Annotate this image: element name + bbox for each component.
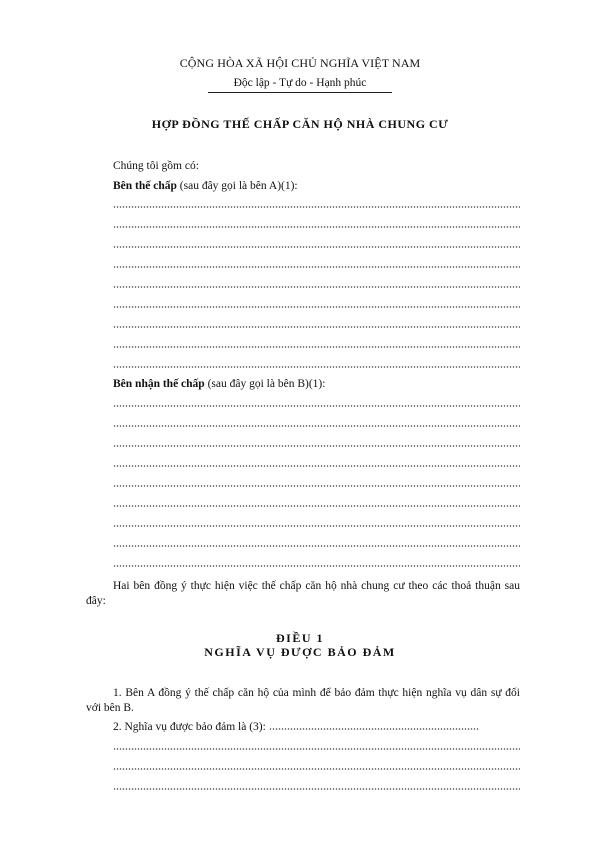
blank-line[interactable] bbox=[113, 788, 520, 790]
article-number: ĐIỀU 1 bbox=[275, 631, 324, 645]
clause-2-blank[interactable] bbox=[269, 728, 479, 730]
clause-2 bbox=[113, 721, 479, 733]
blank-line[interactable] bbox=[113, 465, 520, 467]
clause-1: 1. Bên A đồng ý thế chấp căn hộ của mình để bảo đảm thực hiện nghĩa vụ dân sự đối với bên B. bbox=[86, 687, 520, 714]
blank-line[interactable] bbox=[113, 206, 520, 208]
blank-line[interactable] bbox=[113, 306, 520, 308]
agreement-paragraph: Hai bên đồng ý thực hiện việc thế chấp căn hộ nhà chung cư theo các thoả thuận sau đây: bbox=[86, 580, 520, 607]
blank-line[interactable] bbox=[113, 246, 520, 248]
blank-line[interactable] bbox=[113, 405, 520, 407]
blank-line[interactable] bbox=[113, 326, 520, 328]
blank-line[interactable] bbox=[113, 525, 520, 527]
blank-line[interactable] bbox=[113, 266, 520, 268]
nation-header: CỘNG HÒA XÃ HỘI CHỦ NGHĨA VIỆT NAM bbox=[179, 56, 421, 70]
clause-2-text: 2. Nghĩa vụ được bảo đảm là (3): bbox=[113, 721, 269, 733]
motto: Độc lập - Tự do - Hạnh phúc bbox=[208, 77, 393, 93]
blank-line[interactable] bbox=[113, 505, 520, 507]
party-a-suffix: (sau đây gọi là bên A)(1): bbox=[176, 180, 298, 192]
blank-line[interactable] bbox=[113, 485, 520, 487]
blank-line[interactable] bbox=[113, 565, 520, 567]
blank-line[interactable] bbox=[113, 226, 520, 228]
blank-line[interactable] bbox=[113, 425, 520, 427]
party-b-heading bbox=[113, 378, 325, 390]
article-heading: NGHĨA VỤ ĐƯỢC BẢO ĐẢM bbox=[204, 645, 396, 659]
party-b-label: Bên nhận thế chấp bbox=[113, 378, 205, 390]
party-a-label: Bên thế chấp bbox=[113, 180, 177, 192]
blank-line[interactable] bbox=[113, 748, 520, 750]
motto-wrapper bbox=[0, 77, 600, 93]
blank-line[interactable] bbox=[113, 366, 520, 368]
blank-line[interactable] bbox=[113, 445, 520, 447]
party-b-suffix: (sau đây gọi là bên B)(1): bbox=[204, 378, 326, 390]
document-title: HỢP ĐỒNG THẾ CHẤP CĂN HỘ NHÀ CHUNG CƯ bbox=[151, 117, 449, 131]
blank-line[interactable] bbox=[113, 545, 520, 547]
party-a-heading bbox=[113, 180, 298, 192]
blank-line[interactable] bbox=[113, 286, 520, 288]
intro-text: Chúng tôi gồm có: bbox=[113, 160, 199, 172]
blank-line[interactable] bbox=[113, 768, 520, 770]
blank-line[interactable] bbox=[113, 346, 520, 348]
